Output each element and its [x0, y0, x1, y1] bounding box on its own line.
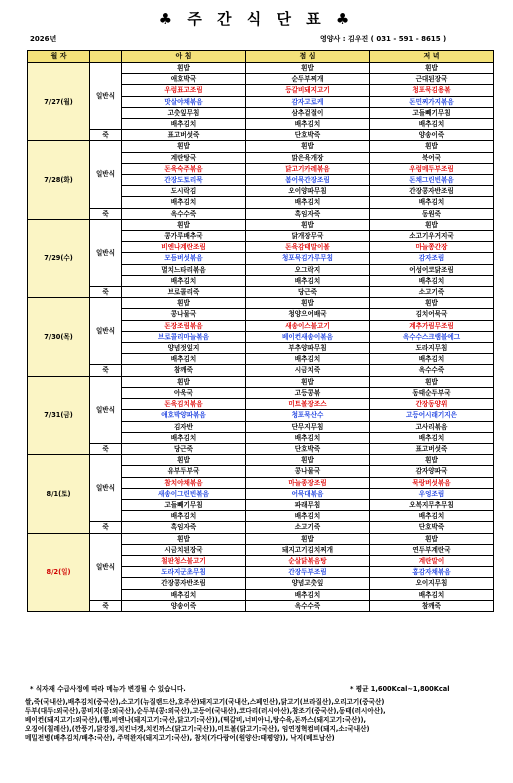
- header-type: [90, 51, 122, 63]
- menu-item: 돈장조림볶음: [122, 320, 246, 331]
- porridge-item: 표고버섯죽: [370, 443, 494, 454]
- porridge-item: 옥수수죽: [122, 208, 246, 219]
- menu-item: 오복지무추무침: [370, 499, 494, 510]
- porridge-item: 흑임자죽: [122, 522, 246, 533]
- porridge-item: 단호박죽: [370, 522, 494, 533]
- menu-item: 배추김치: [370, 119, 494, 130]
- day-date: 8/1(토): [28, 455, 90, 533]
- menu-item: 우렁메두부조림: [370, 163, 494, 174]
- dietitian-contact: 영양사 : 김우진 ( 031 - 591 - 8615 ): [320, 35, 447, 43]
- menu-item: 배추김치: [246, 589, 370, 600]
- day-date: 7/30(목): [28, 298, 90, 376]
- porridge-item: 당근죽: [246, 287, 370, 298]
- porridge-item: 참깨죽: [370, 600, 494, 611]
- menu-item: 간장콩자반조림: [370, 186, 494, 197]
- menu-item: 멸치느타리볶음: [122, 264, 246, 275]
- porridge-label: 죽: [90, 365, 122, 376]
- meal-type-label: 일반식: [90, 298, 122, 365]
- menu-item: 흰밥: [246, 376, 370, 387]
- year-label: 2026년: [30, 35, 57, 43]
- menu-item: 옥수수스크램블에그: [370, 331, 494, 342]
- menu-item: 콩가루배추국: [122, 231, 246, 242]
- menu-item: 흰밥: [370, 141, 494, 152]
- menu-item: 흰밥: [246, 63, 370, 74]
- menu-item: 흰밥: [122, 63, 246, 74]
- menu-item: 흰밥: [246, 455, 370, 466]
- menu-item: 감자고로케: [246, 96, 370, 107]
- menu-item: 도라지군초무침: [122, 567, 246, 578]
- menu-item: 모듬버섯볶음: [122, 253, 246, 264]
- menu-item: 아욱국: [122, 387, 246, 398]
- menu-item: 콩나물국: [122, 309, 246, 320]
- menu-item: 마늘쫑간장: [370, 242, 494, 253]
- origin-line: 베이컨(돼지고기:외국산),(햄,비엔나(돼지고기:국산,닭고기:국산)),(떡갈비,너비아니,탕수육,돈까스(돼지고기:국산)),: [25, 716, 366, 724]
- menu-item: 배추김치: [122, 511, 246, 522]
- menu-item: 간장도토리묵: [122, 175, 246, 186]
- origin-line: 두부(대두:외국산),콩비지(콩:외국산),순두부(콩:외국산),고등어(국내산),코다리(러시아산),참조기(중국산),동태(러시아산),: [25, 707, 386, 715]
- porridge-item: 소고기죽: [370, 287, 494, 298]
- menu-item: 배추김치: [370, 354, 494, 365]
- meal-type-label: 일반식: [90, 141, 122, 208]
- menu-item: 돈육숙주볶음: [122, 163, 246, 174]
- change-notice: * 식자재 수급사정에 따라 메뉴가 변경될 수 있습니다.: [30, 685, 186, 693]
- menu-item: 고사리볶음: [370, 421, 494, 432]
- menu-item: 배추김치: [246, 197, 370, 208]
- menu-item: 배추김치: [122, 275, 246, 286]
- meal-row: [28, 455, 494, 466]
- menu-item: 묵랑버섯볶음: [370, 477, 494, 488]
- menu-item: 간장두부조림: [246, 567, 370, 578]
- porridge-item: 소고기죽: [246, 522, 370, 533]
- menu-item: 순살닭볶음탕: [246, 555, 370, 566]
- porridge-item: 동원죽: [370, 208, 494, 219]
- menu-item: 돈육감태말이볼: [246, 242, 370, 253]
- origin-line: 쌀,죽(국내산),배추김치(중국산),소고기(뉴질랜드산,호주산)돼지고기(국내산,스페인산),닭고기(브라질산),오리고기(중국산): [25, 698, 385, 706]
- porridge-label: 죽: [90, 130, 122, 141]
- menu-item: 동태순두부국: [370, 387, 494, 398]
- menu-item: 배추김치: [370, 197, 494, 208]
- porridge-item: 옥수수죽: [370, 365, 494, 376]
- menu-item: 배추김치: [370, 511, 494, 522]
- menu-item: 배추김치: [122, 589, 246, 600]
- menu-item: 흰밥: [370, 455, 494, 466]
- menu-item: 계란탕국: [122, 152, 246, 163]
- menu-item: 유부두부국: [122, 466, 246, 477]
- menu-item: 참치야채볶음: [122, 477, 246, 488]
- porridge-row: [28, 600, 494, 611]
- porridge-row: [28, 365, 494, 376]
- porridge-label: 죽: [90, 522, 122, 533]
- menu-item: 계란말이: [370, 555, 494, 566]
- day-date: 7/27(월): [28, 63, 90, 141]
- porridge-item: 표고버섯죽: [122, 130, 246, 141]
- menu-item: 흰밥: [370, 298, 494, 309]
- menu-item: 청양으어배국: [246, 309, 370, 320]
- menu-item: 청포묵김가루무침: [246, 253, 370, 264]
- porridge-item: 당근죽: [122, 443, 246, 454]
- menu-item: 흰밥: [122, 141, 246, 152]
- menu-item: 닭개장무국: [246, 231, 370, 242]
- menu-item: 닭고기카레볶음: [246, 163, 370, 174]
- menu-item: 부추양파무침: [246, 343, 370, 354]
- meal-row: [28, 219, 494, 230]
- porridge-row: [28, 522, 494, 533]
- menu-item: 김치어묵국: [370, 309, 494, 320]
- porridge-label: 죽: [90, 600, 122, 611]
- menu-item: 연두부계란국: [370, 544, 494, 555]
- menu-item: 감자양파국: [370, 466, 494, 477]
- porridge-item: 양송이죽: [370, 130, 494, 141]
- menu-item: 오이양파무침: [246, 186, 370, 197]
- menu-item: 애호박양파볶음: [122, 410, 246, 421]
- day-date: 8/2(일): [28, 533, 90, 611]
- menu-item: 맑은육개장: [246, 152, 370, 163]
- menu-table: [27, 50, 494, 612]
- header-lunch: 점 심: [246, 51, 370, 63]
- porridge-item: 옥수수죽: [246, 600, 370, 611]
- menu-item: 김자반: [122, 421, 246, 432]
- menu-item: 등갈비돼지고기: [246, 85, 370, 96]
- menu-item: 근대된장국: [370, 74, 494, 85]
- porridge-item: 브로콜리죽: [122, 287, 246, 298]
- porridge-label: 죽: [90, 287, 122, 298]
- menu-item: 콩나물국: [246, 466, 370, 477]
- calorie-notice: * 평균 1,600Kcal~1,800Kcal: [350, 685, 450, 693]
- page-title: ♣ 주 간 식 단 표 ♣: [158, 10, 355, 28]
- menu-item: 도라지무침: [370, 343, 494, 354]
- menu-item: 흰밥: [246, 533, 370, 544]
- menu-item: 흰밥: [370, 219, 494, 230]
- menu-item: 시금치된장국: [122, 544, 246, 555]
- day-date: 7/29(수): [28, 219, 90, 297]
- menu-item: 배추김치: [122, 354, 246, 365]
- menu-item: 흰밥: [122, 533, 246, 544]
- menu-item: 배추김치: [246, 119, 370, 130]
- origin-line: 메밀전병(배추김치/배추:국산), 주먹완자(돼지고기:국산), 참치(가다랑어(원양산:태평양)), 낙지(베트남산): [25, 734, 335, 742]
- porridge-item: 흑임자죽: [246, 208, 370, 219]
- meal-row: [28, 141, 494, 152]
- menu-item: 파래무침: [246, 499, 370, 510]
- menu-item: 흰밥: [122, 455, 246, 466]
- menu-item: 새송이그린빈볶음: [122, 488, 246, 499]
- menu-item: 양념고춧잎: [246, 578, 370, 589]
- meal-row: [28, 533, 494, 544]
- meal-type-label: 일반식: [90, 219, 122, 286]
- menu-item: 새송이스불고기: [246, 320, 370, 331]
- header-dinner: 저 녁: [370, 51, 494, 63]
- menu-item: 브로콜리마늘볶음: [122, 331, 246, 342]
- meal-type-label: 일반식: [90, 455, 122, 522]
- menu-item: 도시락김: [122, 186, 246, 197]
- menu-item: 돈육김치볶음: [122, 399, 246, 410]
- header-row: [28, 51, 494, 63]
- porridge-item: 단호박죽: [246, 443, 370, 454]
- menu-item: 우엉조림: [370, 488, 494, 499]
- meal-row: [28, 63, 494, 74]
- porridge-row: [28, 130, 494, 141]
- porridge-label: 죽: [90, 208, 122, 219]
- menu-item: 배추김치: [246, 275, 370, 286]
- menu-item: 어묵대볶음: [246, 488, 370, 499]
- menu-item: 흰밥: [246, 141, 370, 152]
- porridge-item: 시금치죽: [246, 365, 370, 376]
- menu-item: 간장콩자반조림: [122, 578, 246, 589]
- menu-item: 비엔나계란조림: [122, 242, 246, 253]
- menu-item: 삼추겉절이: [246, 107, 370, 118]
- menu-item: 흰밥: [122, 298, 246, 309]
- menu-item: 간장동양위: [370, 399, 494, 410]
- menu-item: 흰밥: [370, 376, 494, 387]
- menu-item: 소고기우거지국: [370, 231, 494, 242]
- meal-type-label: 일반식: [90, 376, 122, 443]
- menu-item: 청포묵산수: [246, 410, 370, 421]
- meal-row: [28, 376, 494, 387]
- menu-item: 단무지무침: [246, 421, 370, 432]
- menu-item: 마늘종장조림: [246, 477, 370, 488]
- menu-item: 양념젓잎지: [122, 343, 246, 354]
- menu-item: 배추김치: [370, 589, 494, 600]
- origin-line: 오징어(칠레산),(깐풍기,닭강정,치킨너겟,치킨까스(닭고기:국산)),미트볼(닭고기:국산), 임연정혁컴비(돼지,소:국내산): [25, 725, 370, 733]
- menu-item: 돼지고기김치찌개: [246, 544, 370, 555]
- menu-item: 돈채그린빈볶음: [370, 175, 494, 186]
- menu-item: 맛살야채볶음: [122, 96, 246, 107]
- menu-item: 북어국: [370, 152, 494, 163]
- menu-item: 오그락지: [246, 264, 370, 275]
- menu-item: 베이컨새송이볶음: [246, 331, 370, 342]
- menu-item: 애호박국: [122, 74, 246, 85]
- menu-item: 흰밥: [370, 533, 494, 544]
- day-date: 7/31(금): [28, 376, 90, 454]
- meal-type-label: 일반식: [90, 63, 122, 130]
- porridge-row: [28, 287, 494, 298]
- menu-item: 고춧잎무침: [122, 107, 246, 118]
- menu-item: 고등어시래기지은: [370, 410, 494, 421]
- menu-item: 흰밥: [246, 219, 370, 230]
- menu-item: 봄어묵간장조림: [246, 175, 370, 186]
- header-date: 월 자: [28, 51, 90, 63]
- porridge-label: 죽: [90, 443, 122, 454]
- menu-item: 계추가림무조림: [370, 320, 494, 331]
- menu-item: 배추김치: [122, 197, 246, 208]
- porridge-item: 참깨죽: [122, 365, 246, 376]
- header-breakfast: 아 침: [122, 51, 246, 63]
- porridge-item: 양송이죽: [122, 600, 246, 611]
- menu-item: 흰밥: [122, 219, 246, 230]
- menu-item: 배추김치: [246, 511, 370, 522]
- menu-item: 배추김치: [122, 119, 246, 130]
- porridge-row: [28, 208, 494, 219]
- day-date: 7/28(화): [28, 141, 90, 219]
- menu-item: 배추김치: [246, 432, 370, 443]
- menu-item: 고등콩볶: [246, 387, 370, 398]
- meal-type-label: 일반식: [90, 533, 122, 600]
- menu-item: 철판청스불고기: [122, 555, 246, 566]
- menu-item: 미트볼장조스: [246, 399, 370, 410]
- menu-item: 감자조림: [370, 253, 494, 264]
- menu-item: 청포묵김용볶: [370, 85, 494, 96]
- porridge-row: [28, 443, 494, 454]
- menu-item: 고들빼기무침: [370, 107, 494, 118]
- menu-item: 순두부찌개: [246, 74, 370, 85]
- menu-item: 흰밥: [370, 63, 494, 74]
- menu-item: 배추김치: [370, 275, 494, 286]
- menu-item: 흰밥: [246, 298, 370, 309]
- porridge-item: 단호박죽: [246, 130, 370, 141]
- menu-item: 홍감자채볶음: [370, 567, 494, 578]
- meal-row: [28, 298, 494, 309]
- menu-item: 배추김치: [370, 432, 494, 443]
- menu-item: 어성어코닭조림: [370, 264, 494, 275]
- menu-item: 배추김치: [122, 432, 246, 443]
- menu-item: 우렁표고조림: [122, 85, 246, 96]
- menu-item: 배추김치: [246, 354, 370, 365]
- menu-item: 흰밥: [122, 376, 246, 387]
- menu-item: 오이지무침: [370, 578, 494, 589]
- menu-item: 고들빼기무침: [122, 499, 246, 510]
- menu-item: 돈민찌가지볶음: [370, 96, 494, 107]
